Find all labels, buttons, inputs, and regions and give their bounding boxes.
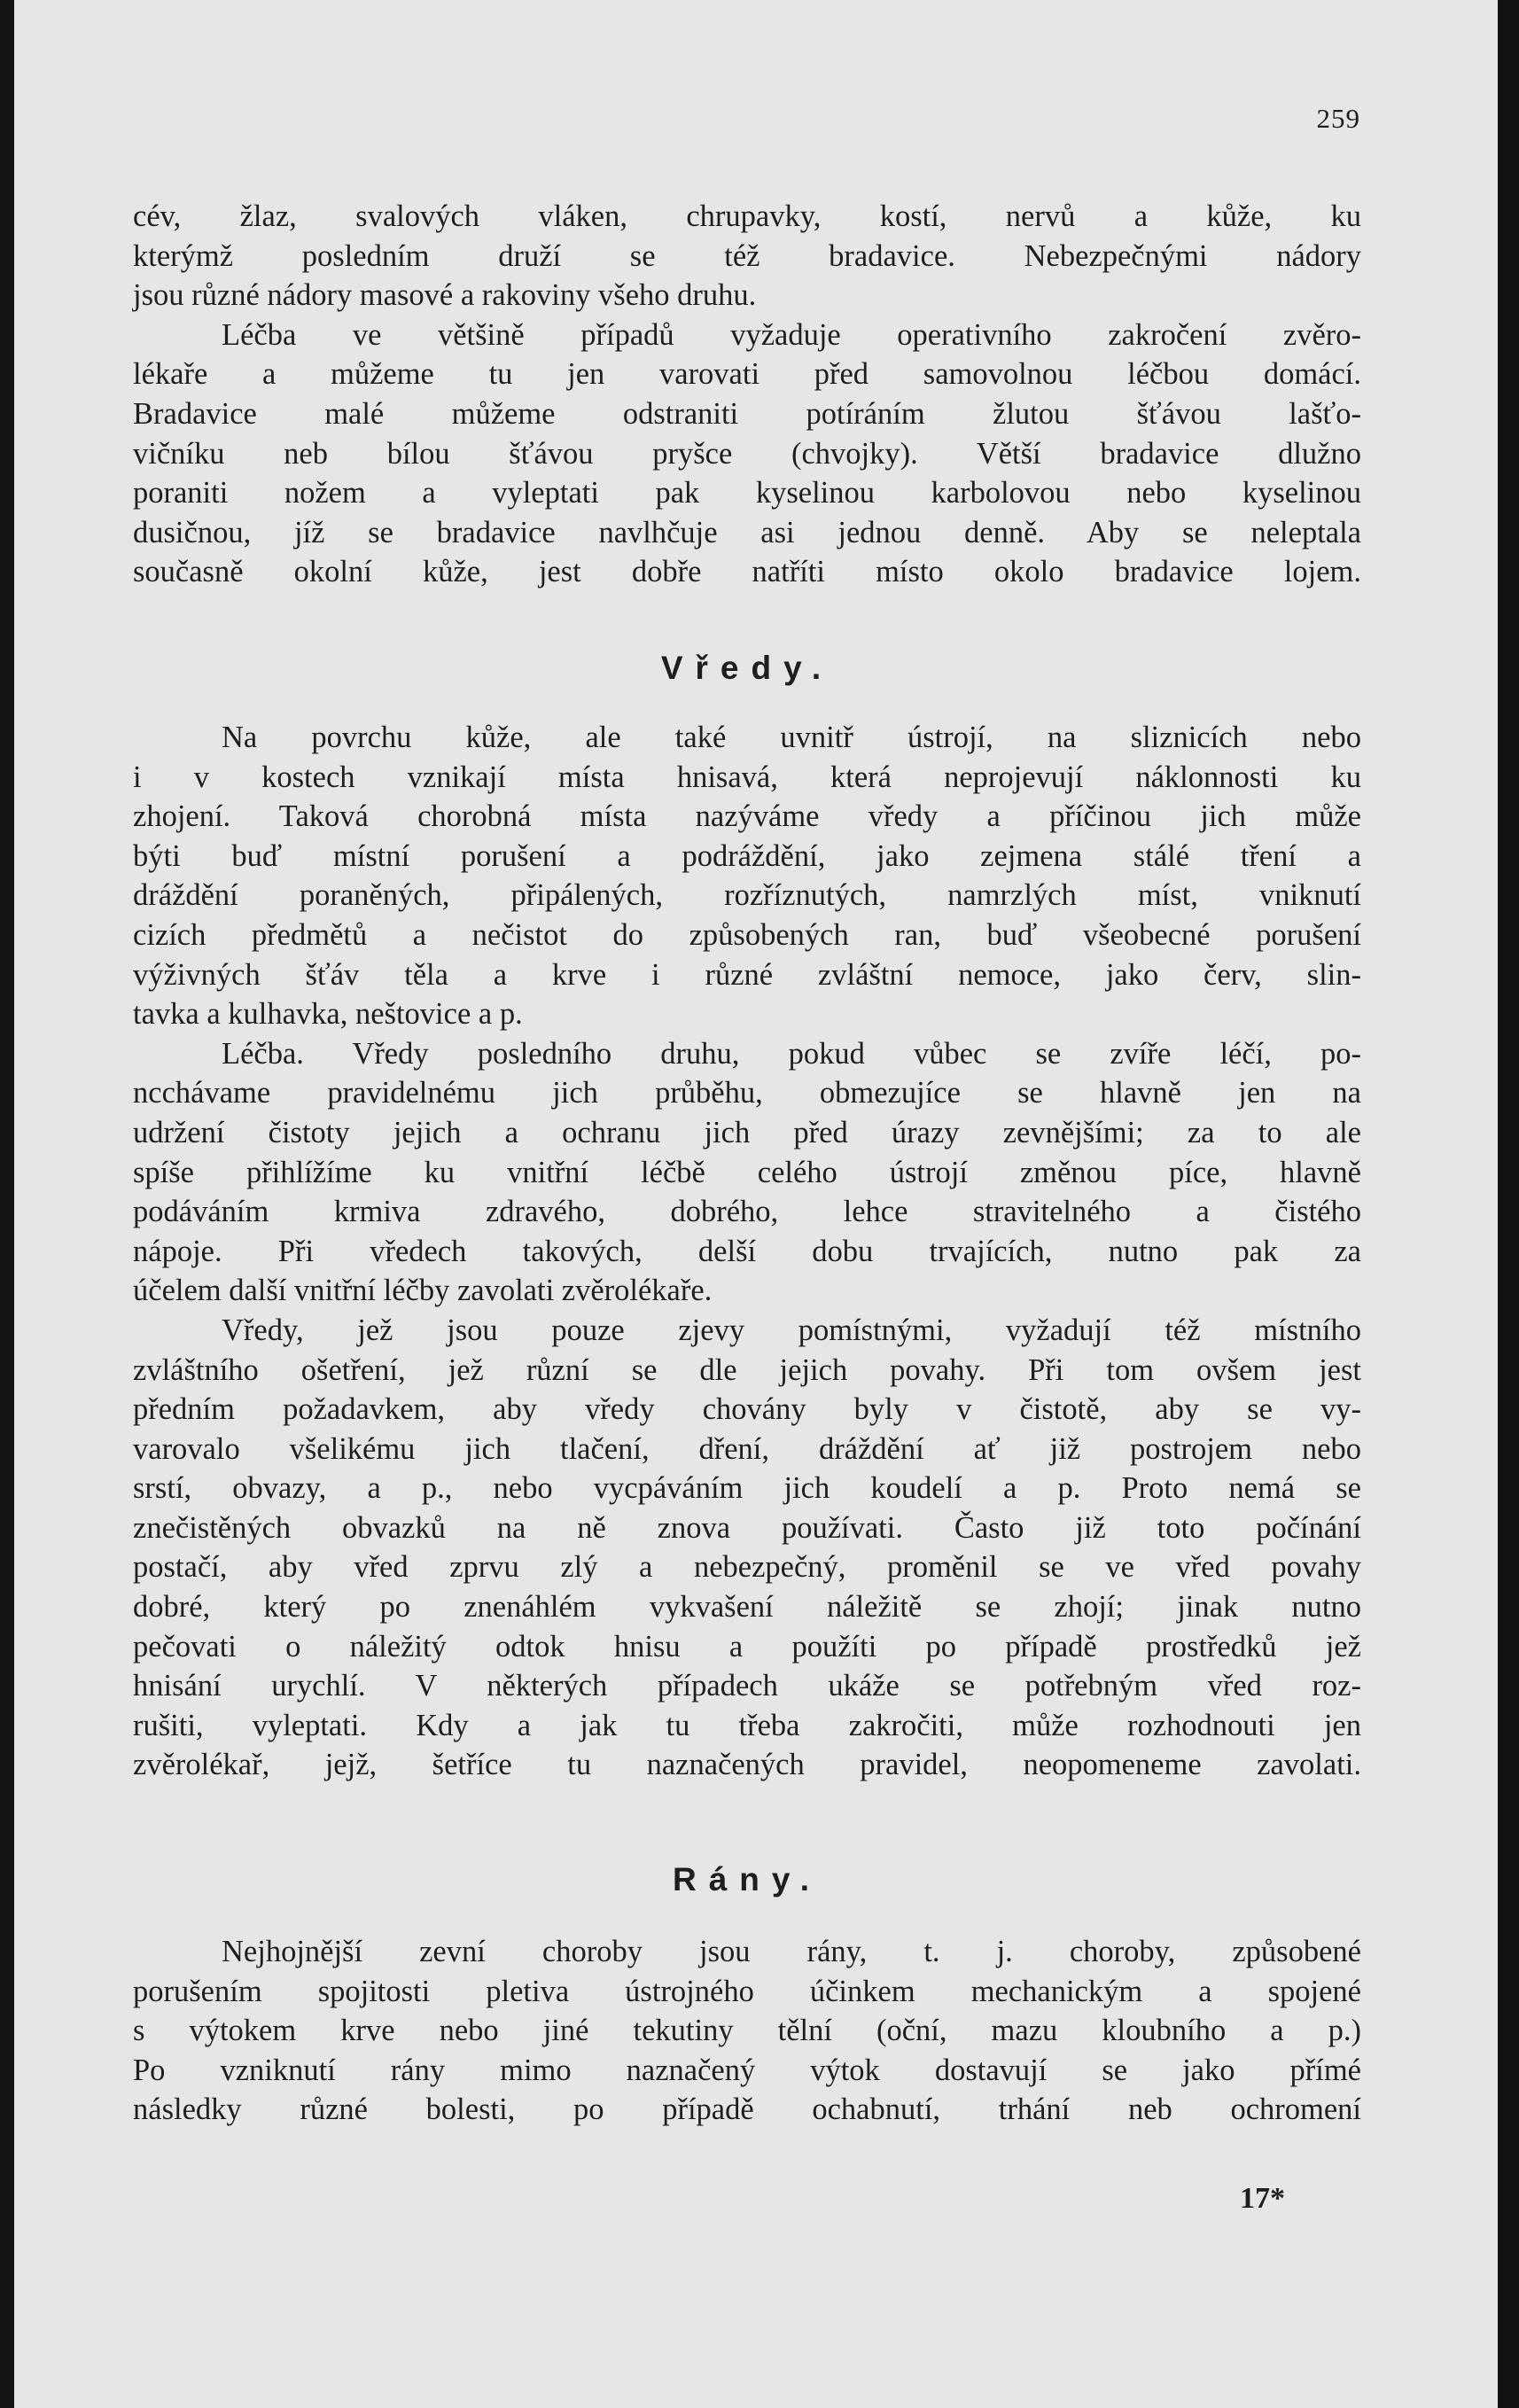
text-line: Léčba ve většině případů vyžaduje operativního zakročení zvěro- xyxy=(222,317,1361,352)
text-line: dusičnou, jíž se bradavice navlhčuje asi jednou denně. Aby se neleptala xyxy=(133,515,1361,549)
scan-left-edge xyxy=(0,0,14,2408)
text-line: dobré, který po znenáhlém vykvašení náležitě se zhojí; jinak nutno xyxy=(133,1590,1361,1625)
text-line: cizích předmětů a nečistot do způsobených ran, buď všeobecné porušení xyxy=(133,917,1361,952)
text-line: podáváním krmiva zdravého, dobrého, lehce stravitelného a čistého xyxy=(133,1195,1361,1229)
text-line: jsou různé nádory masové a rakoviny všeho druhu. xyxy=(133,278,757,313)
text-line: Nejhojnější zevní choroby jsou rány, t. j. choroby, způsobené xyxy=(222,1935,1361,1968)
text-line: nápoje. Při vředech takových, delší dobu trvajících, nutno pak za xyxy=(133,1234,1361,1268)
text-line: s výtokem krve nebo jiné tekutiny tělní (oční, mazu kloubního a p.) xyxy=(133,2014,1361,2048)
text-line: pečovati o náležitý odtok hnisu a použíti po případě prostředků jež xyxy=(133,1629,1361,1664)
heading-vredy: Vředy. xyxy=(660,650,834,686)
text-line: cév, žlaz, svalových vláken, chrupavky, kostí, nervů a kůže, ku xyxy=(133,199,1361,233)
text-line: lékaře a můžeme tu jen varovati před samovolnou léčbou domácí. xyxy=(133,357,1361,392)
text-block-rany xyxy=(133,1932,1361,2130)
text-line: kterýmž posledním druží se též bradavice. Nebezpečnými nádory xyxy=(133,238,1361,273)
text-line: hnisání urychlí. V některých případech ukáže se potřebným vřed roz- xyxy=(133,1669,1361,1703)
text-line: Bradavice malé můžeme odstraniti potíráním žlutou šťávou lašťo- xyxy=(133,396,1361,431)
text-line: tavka a kulhavka, neštovice a p. xyxy=(133,997,523,1032)
text-line: srstí, obvazy, a p., nebo vycpáváním jich koudelí a p. Proto nemá se xyxy=(133,1471,1361,1506)
text-block-vredy xyxy=(133,718,1361,1785)
text-line: udržení čistoty jejich a ochranu jich před úrazy zevnějšími; za to ale xyxy=(133,1115,1361,1149)
text-line: Léčba. Vředy posledního druhu, pokud vůbec se zvíře léčí, po- xyxy=(222,1036,1361,1071)
printer-signature: 17* xyxy=(1240,2182,1285,2215)
text-line: rušiti, vyleptati. Kdy a jak tu třeba zakročiti, může rozhodnouti jen xyxy=(133,1708,1361,1742)
text-line: dráždění poraněných, připálených, rozříznutých, namrzlých míst, vniknutí xyxy=(133,878,1361,913)
text-line: předním požadavkem, aby vředy chovány byly v čistotě, aby se vy- xyxy=(133,1392,1361,1427)
text-line: Vředy, jež jsou pouze zjevy pomístnými, vyžadují též místního xyxy=(222,1313,1361,1347)
scan-right-edge xyxy=(1498,0,1519,2408)
text-line: postačí, aby vřed zprvu zlý a nebezpečný, proměnil se ve vřed povahy xyxy=(133,1550,1361,1585)
text-line: ncchávame pravidelnému jich průběhu, obmezujíce se hlavně jen na xyxy=(133,1076,1361,1110)
text-block-bradavice xyxy=(133,197,1361,592)
text-line: Na povrchu kůže, ale také uvnitř ústrojí, na sliznicích nebo xyxy=(222,721,1361,754)
text-line: vičníku neb bílou šťávou pryšce (chvojky). Větší bradavice dlužno xyxy=(133,436,1361,471)
page-number: 259 xyxy=(1316,103,1360,134)
text-line: výživných šťáv těla a krve i různé zvláštní nemoce, jako červ, slin- xyxy=(133,957,1361,992)
text-line: zhojení. Taková chorobná místa nazýváme vředy a příčinou jich může xyxy=(133,799,1361,834)
text-line: i v kostech vznikají místa hnisavá, která neprojevují náklonnosti ku xyxy=(133,760,1361,794)
heading-rany: Rány. xyxy=(672,1861,822,1898)
text-line: porušením spojitosti pletiva ústrojného účinkem mechanickým a spojené xyxy=(133,1974,1361,2008)
text-line: Po vzniknutí rány mimo naznačený výtok dostavují se jako přímé xyxy=(133,2053,1361,2087)
text-line: spíše přihlížíme ku vnitřní léčbě celého ústrojí změnou píce, hlavně xyxy=(133,1155,1361,1189)
text-line: býti buď místní porušení a podráždění, jako zejmena stálé tření a xyxy=(133,838,1361,873)
text-line: následky různé bolesti, po případě ochabnutí, trhání neb ochromení xyxy=(133,2092,1361,2127)
text-line: varovalo všelikému jich tlačení, dření, dráždění ať již postrojem nebo xyxy=(133,1431,1361,1466)
text-line: účelem další vnitřní léčby zavolati zvěrolékaře. xyxy=(133,1274,713,1308)
text-line: zvláštního ošetření, jež různí se dle jejich povahy. Při tom ovšem jest xyxy=(133,1352,1361,1387)
text-line: znečistěných obvazků na ně znova používati. Často již toto počínání xyxy=(133,1510,1361,1545)
text-line: poraniti nožem a vyleptati pak kyselinou karbolovou nebo kyselinou xyxy=(133,476,1361,510)
text-line: současně okolní kůže, jest dobře natříti místo okolo bradavice lojem. xyxy=(133,555,1361,589)
text-line: zvěrolékař, jejž, šetříce tu naznačených pravidel, neopomeneme zavolati. xyxy=(133,1748,1361,1782)
